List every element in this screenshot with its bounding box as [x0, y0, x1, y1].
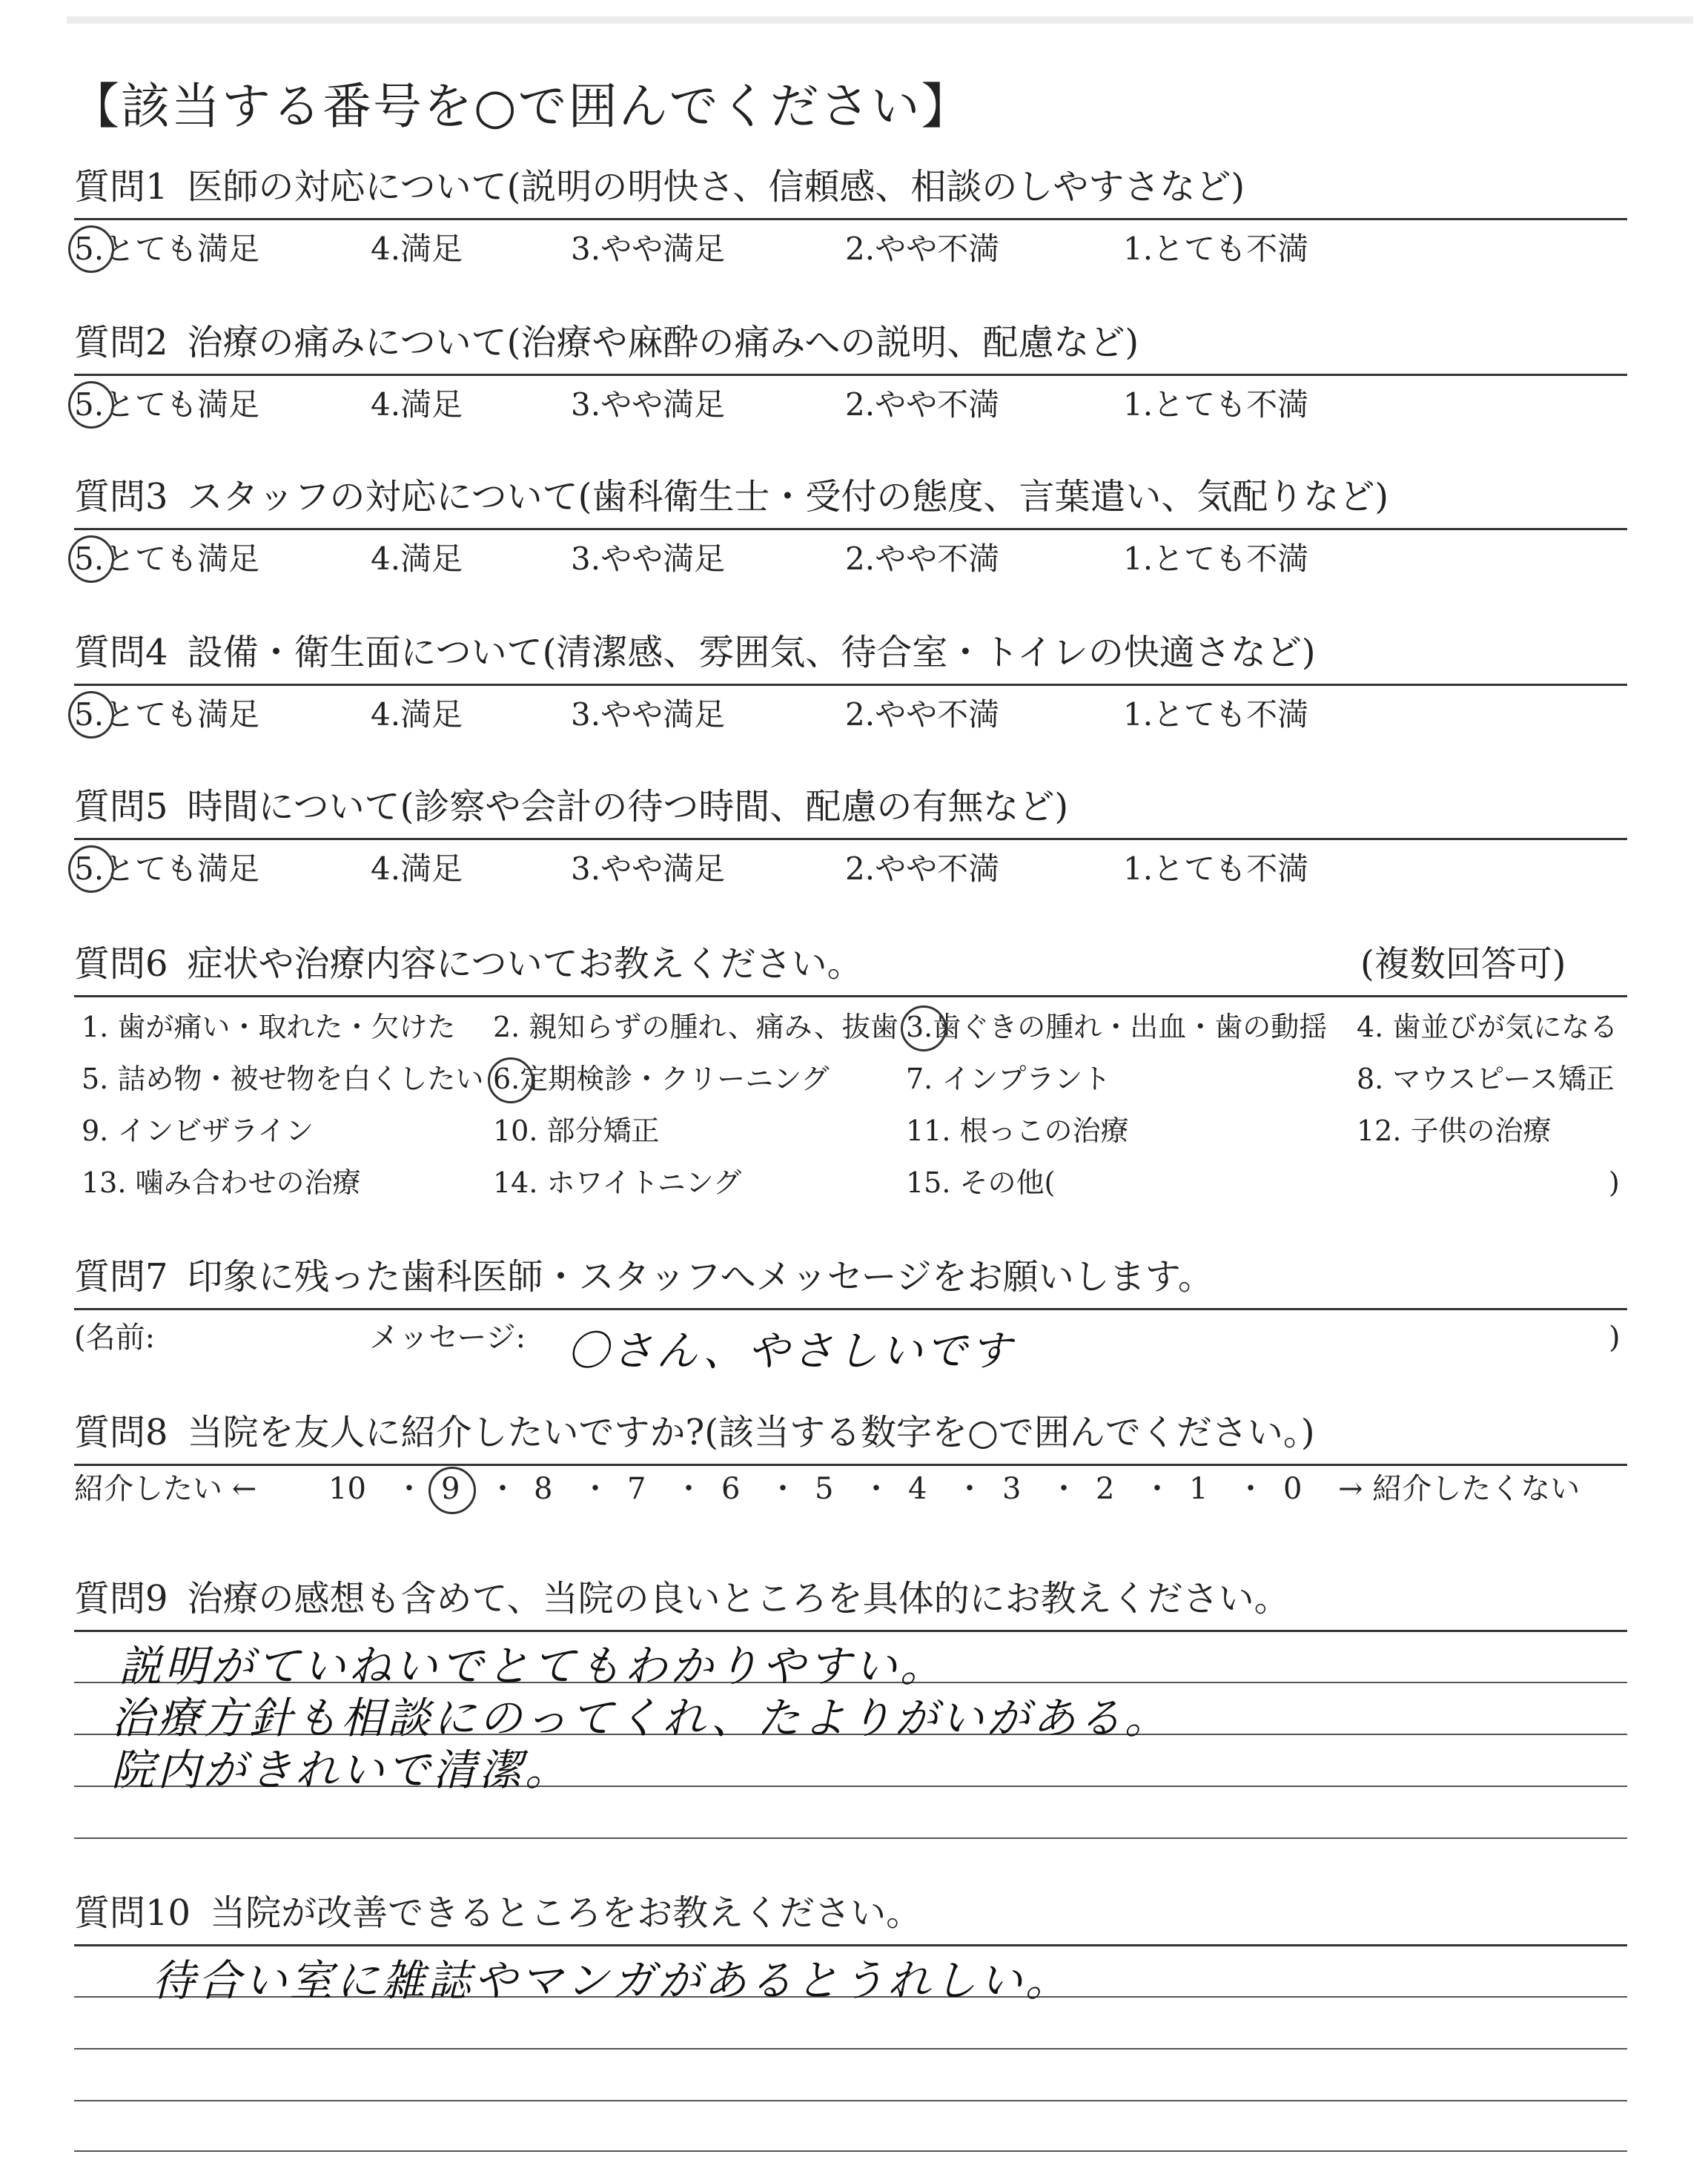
q6-option-12[interactable]: 12. 子供の治療 [1357, 1114, 1552, 1147]
scale-dot: ・ [1236, 1472, 1265, 1506]
answer-circle-mark [68, 691, 114, 739]
answer-line [74, 1837, 1627, 1839]
option-5[interactable]: 5.とても満足 [74, 541, 260, 577]
page-heading: 【該当する番号を○で囲んでください】 [70, 78, 972, 135]
answer-circle-mark [68, 845, 114, 893]
option-3[interactable]: 3.やや満足 [571, 541, 726, 577]
q6-option-13[interactable]: 13. 噛み合わせの治療 [82, 1166, 361, 1199]
scale-dot: ・ [488, 1472, 517, 1506]
question-number: 質問7 [74, 1256, 168, 1298]
answer-line [74, 2150, 1627, 2152]
message-close-paren: ) [1609, 1321, 1621, 1355]
question-8 [74, 1410, 1631, 1455]
q6-option-11[interactable]: 11. 根っこの治療 [906, 1114, 1129, 1147]
option-4[interactable]: 4.満足 [371, 851, 463, 887]
message-answer[interactable]: 〇さん、やさしいです [567, 1327, 1015, 1375]
q6-option-7[interactable]: 7. インプラント [906, 1063, 1111, 1095]
question-text: 時間について(診察や会計の待つ時間、配慮の有無など) [187, 786, 1069, 828]
q10-answer-line-1[interactable]: 待合い室に雑誌やマンガがあるとうれしい。 [152, 1955, 1072, 2006]
option-1[interactable]: 1.とても不満 [1123, 696, 1309, 733]
option-5[interactable]: 5.とても満足 [74, 231, 260, 267]
scale-dot: ・ [768, 1472, 798, 1506]
q6-option-3[interactable]: 3.歯ぐきの腫れ・出血・歯の動揺 [906, 1011, 1328, 1043]
question-number: 質問6 [74, 943, 168, 985]
question-number: 質問2 [74, 322, 168, 363]
question-number: 質問8 [74, 1412, 168, 1453]
option-3[interactable]: 3.やや満足 [571, 696, 726, 733]
question-3 [74, 475, 1631, 519]
q6-option-15[interactable]: 15. その他( [906, 1166, 1056, 1199]
question-text: 当院を友人に紹介したいですか?(該当する数字を○で囲んでください。) [187, 1412, 1315, 1453]
divider [74, 684, 1627, 686]
divider [74, 374, 1627, 376]
divider [74, 528, 1627, 530]
q1-options [74, 228, 1631, 273]
q5-options [74, 848, 1631, 893]
question-text: 設備・衛生面について(清潔感、雰囲気、待合室・トイレの快適さなど) [187, 632, 1316, 673]
scale-dot: ・ [861, 1472, 891, 1506]
question-number: 質問10 [74, 1892, 191, 1934]
divider [74, 995, 1627, 997]
option-2[interactable]: 2.やや不満 [845, 231, 1000, 267]
answer-circle-mark [68, 381, 114, 429]
option-5[interactable]: 5.とても満足 [74, 696, 260, 733]
answer-circle-mark [68, 535, 114, 583]
option-2[interactable]: 2.やや不満 [845, 541, 1000, 577]
question-text: 印象に残った歯科医師・スタッフへメッセージをお願いします。 [187, 1256, 1214, 1298]
q6-option-6[interactable]: 6.定期検診・クリーニング [493, 1063, 830, 1095]
scale-10[interactable]: 10 [328, 1472, 366, 1506]
answer-circle-mark [428, 1467, 476, 1514]
scale-dot: ・ [1142, 1472, 1172, 1506]
message-label: メッセージ: [369, 1321, 526, 1355]
question-number: 質問3 [74, 476, 168, 518]
q9-answer-line-1[interactable]: 説明がていねいでとてもわかりやすい。 [119, 1641, 947, 1691]
option-2[interactable]: 2.やや不満 [845, 386, 1000, 423]
question-2 [74, 320, 1631, 365]
scale-0[interactable]: 0 [1283, 1472, 1302, 1506]
option-1[interactable]: 1.とても不満 [1123, 541, 1309, 577]
question-number: 質問4 [74, 632, 168, 673]
scale-1[interactable]: 1 [1189, 1472, 1208, 1506]
option-4[interactable]: 4.満足 [371, 696, 463, 733]
option-2[interactable]: 2.やや不満 [845, 696, 1000, 733]
q6-option-5[interactable]: 5. 詰め物・被せ物を白くしたい [82, 1063, 484, 1095]
scale-2[interactable]: 2 [1096, 1472, 1115, 1506]
option-1[interactable]: 1.とても不満 [1123, 231, 1309, 267]
option-5[interactable]: 5.とても満足 [74, 386, 260, 423]
question-number: 質問1 [74, 166, 168, 208]
recommend-scale [74, 1468, 1627, 1513]
question-text: 症状や治療内容についてお教えください。 [187, 943, 863, 985]
scale-9[interactable]: 9 [441, 1472, 460, 1506]
option-4[interactable]: 4.満足 [371, 231, 463, 267]
name-label: (名前: [74, 1321, 156, 1355]
scale-6[interactable]: 6 [721, 1472, 741, 1506]
option-3[interactable]: 3.やや満足 [571, 386, 726, 423]
answer-circle-mark [488, 1057, 534, 1103]
scale-4[interactable]: 4 [908, 1472, 927, 1506]
scale-dot: ・ [674, 1472, 704, 1506]
q6-options [82, 1008, 1631, 1216]
scale-5[interactable]: 5 [815, 1472, 834, 1506]
scale-dot: ・ [394, 1472, 424, 1506]
answer-circle-mark [68, 225, 114, 273]
q2-options [74, 384, 1631, 429]
question-1 [74, 165, 1631, 209]
question-5 [74, 785, 1631, 829]
question-number: 質問5 [74, 786, 168, 828]
q9-answer-line-3[interactable]: 院内がきれいで清潔。 [111, 1745, 572, 1795]
q4-options [74, 694, 1631, 739]
q6-option-8[interactable]: 8. マウスピース矯正 [1357, 1063, 1615, 1095]
scale-left-label: 紹介したい ← [74, 1472, 257, 1506]
q9-answer-line-2[interactable]: 治療方針も相談にのってくれ、たよりがいがある。 [111, 1693, 1171, 1743]
option-4[interactable]: 4.満足 [371, 541, 463, 577]
divider [74, 838, 1627, 840]
option-3[interactable]: 3.やや満足 [571, 231, 726, 267]
question-9 [74, 1576, 1631, 1621]
answer-circle-mark [901, 1005, 947, 1051]
option-3[interactable]: 3.やや満足 [571, 851, 726, 887]
scale-7[interactable]: 7 [627, 1472, 646, 1506]
divider [74, 1308, 1627, 1310]
option-5[interactable]: 5.とても満足 [74, 851, 260, 887]
q6-option-9[interactable]: 9. インビザライン [82, 1114, 314, 1147]
question-number: 質問9 [74, 1578, 168, 1619]
question-text: 当院が改善できるところをお教えください。 [210, 1892, 922, 1934]
q6-option-2[interactable]: 2. 親知らずの腫れ、痛み、抜歯 [493, 1011, 898, 1043]
question-text: 医師の対応について(説明の明快さ、信頼感、相談のしやすさなど) [187, 166, 1245, 208]
scale-dot: ・ [955, 1472, 984, 1506]
q6-option-4[interactable]: 4. 歯並びが気になる [1357, 1011, 1618, 1043]
option-1[interactable]: 1.とても不満 [1123, 386, 1309, 423]
answer-line [74, 2048, 1627, 2050]
divider [74, 1464, 1627, 1466]
q6-option-14[interactable]: 14. ホワイトニング [493, 1166, 742, 1199]
q3-options [74, 538, 1631, 583]
q6-option-10[interactable]: 10. 部分矯正 [493, 1114, 660, 1147]
multiple-answers-note: (複数回答可) [1360, 943, 1566, 985]
option-4[interactable]: 4.満足 [371, 386, 463, 423]
question-text: 治療の感想も含めて、当院の良いところを具体的にお教えください。 [187, 1578, 1290, 1619]
scale-dot: ・ [1049, 1472, 1079, 1506]
question-text: 治療の痛みについて(治療や麻酔の痛みへの説明、配慮など) [187, 322, 1139, 363]
option-1[interactable]: 1.とても不満 [1123, 851, 1309, 887]
q6-option-15-close: ) [1609, 1166, 1620, 1199]
q6-option-1[interactable]: 1. 歯が痛い・取れた・欠けた [82, 1011, 456, 1043]
option-2[interactable]: 2.やや不満 [845, 851, 1000, 887]
scan-edge [67, 16, 1693, 24]
scale-dot: ・ [580, 1472, 610, 1506]
scale-3[interactable]: 3 [1002, 1472, 1022, 1506]
question-7 [74, 1255, 1631, 1299]
question-4 [74, 630, 1631, 675]
divider [74, 218, 1627, 220]
scale-8[interactable]: 8 [534, 1472, 553, 1506]
question-10 [74, 1891, 1631, 1935]
question-text: スタッフの対応について(歯科衛生士・受付の態度、言葉遣い、気配りなど) [187, 476, 1389, 518]
scale-right-label: → 紹介したくない [1338, 1472, 1580, 1506]
answer-line [74, 2100, 1627, 2101]
